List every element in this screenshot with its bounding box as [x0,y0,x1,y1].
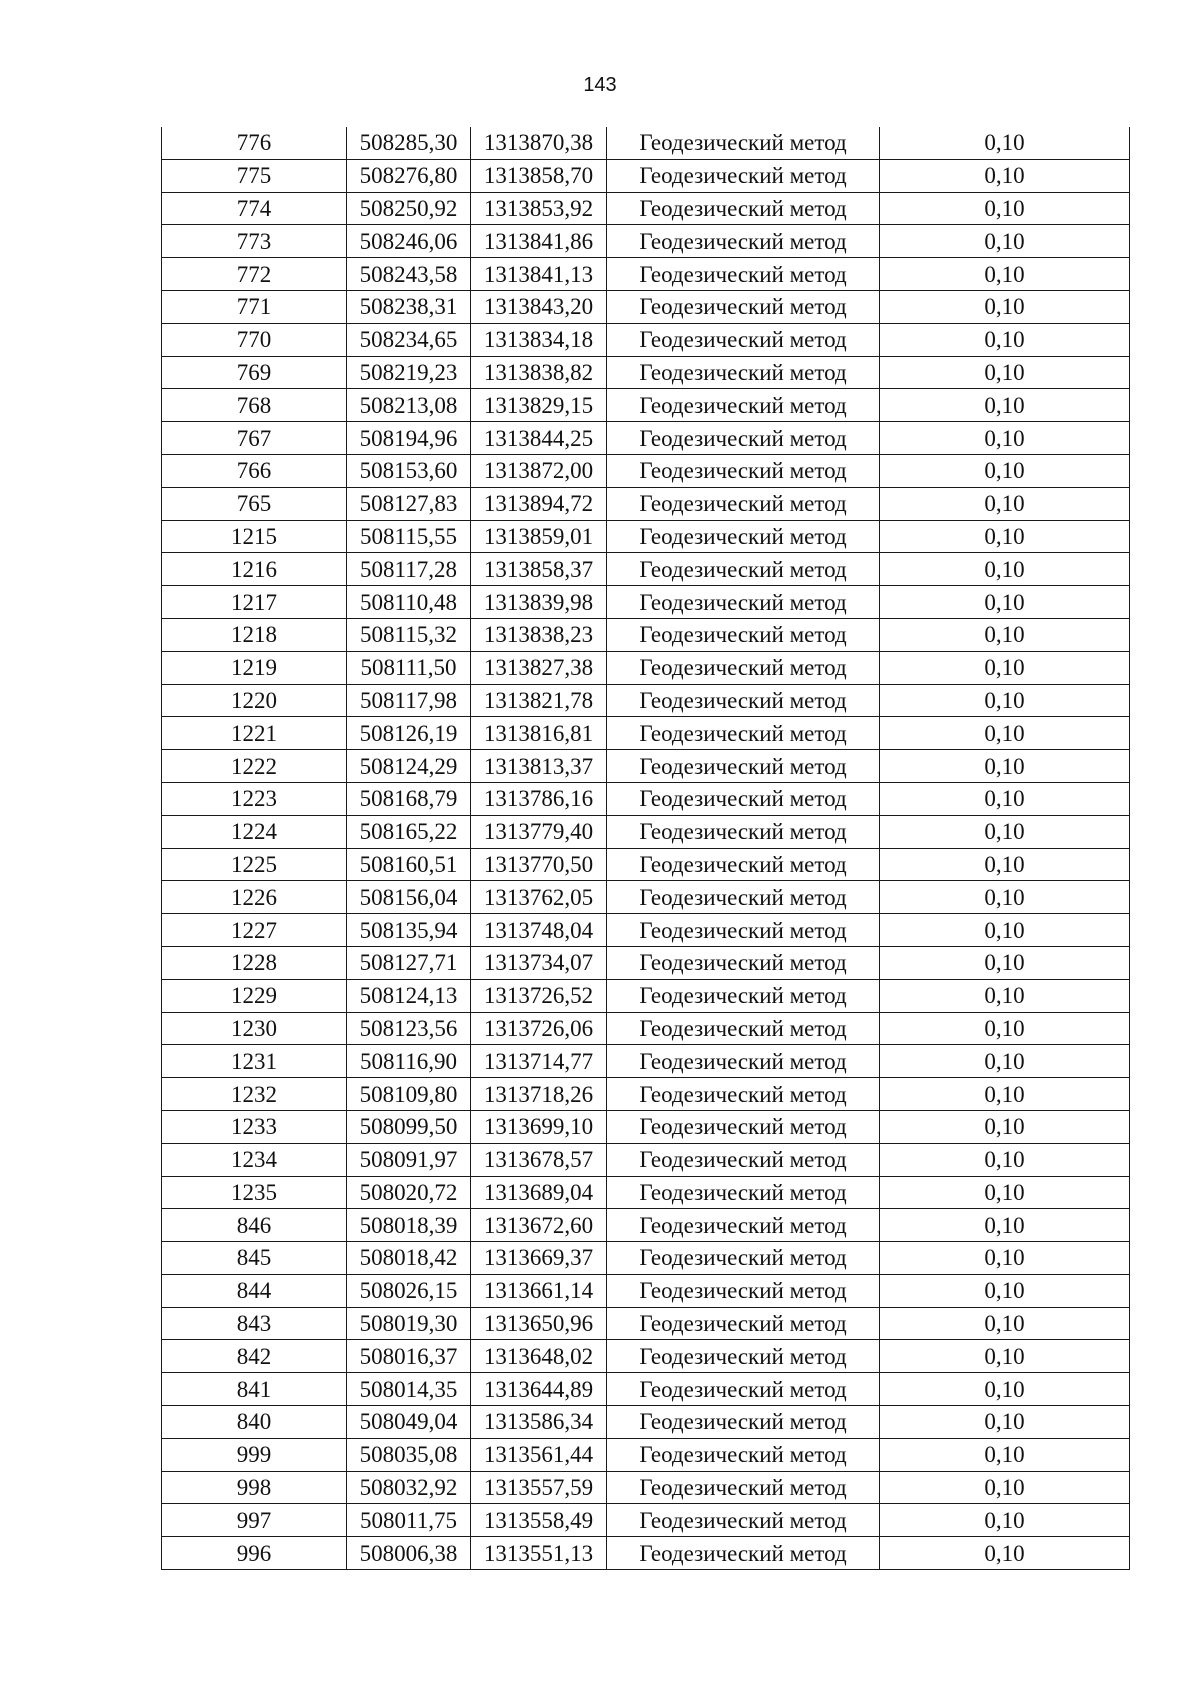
table-row [162,618,1130,651]
method-cell: Геодезический метод [607,1406,880,1439]
accuracy-cell: 0,10 [880,356,1130,389]
table-row [162,1209,1130,1242]
y-coordinate-cell: 1313699,10 [471,1110,607,1143]
point-number-cell: 842 [162,1340,347,1373]
method-cell: Геодезический метод [607,356,880,389]
y-coordinate-cell: 1313718,26 [471,1078,607,1111]
x-coordinate-cell: 508032,92 [347,1471,471,1504]
accuracy-cell: 0,10 [880,487,1130,520]
point-number-cell: 997 [162,1504,347,1537]
table-row [162,1110,1130,1143]
y-coordinate-cell: 1313827,38 [471,651,607,684]
y-coordinate-cell: 1313770,50 [471,848,607,881]
x-coordinate-cell: 508123,56 [347,1012,471,1045]
accuracy-cell: 0,10 [880,1471,1130,1504]
y-coordinate-cell: 1313726,52 [471,979,607,1012]
table-row [162,651,1130,684]
x-coordinate-cell: 508091,97 [347,1143,471,1176]
point-number-cell: 769 [162,356,347,389]
x-coordinate-cell: 508124,29 [347,750,471,783]
y-coordinate-cell: 1313821,78 [471,684,607,717]
method-cell: Геодезический метод [607,848,880,881]
method-cell: Геодезический метод [607,782,880,815]
point-number-cell: 773 [162,225,347,258]
accuracy-cell: 0,10 [880,159,1130,192]
point-number-cell: 845 [162,1242,347,1275]
point-number-cell: 1218 [162,618,347,651]
table-row [162,553,1130,586]
x-coordinate-cell: 508124,13 [347,979,471,1012]
method-cell: Геодезический метод [607,323,880,356]
point-number-cell: 1215 [162,520,347,553]
accuracy-cell: 0,10 [880,1406,1130,1439]
accuracy-cell: 0,10 [880,684,1130,717]
x-coordinate-cell: 508246,06 [347,225,471,258]
table-row [162,127,1130,159]
table-row [162,1143,1130,1176]
point-number-cell: 844 [162,1274,347,1307]
point-number-cell: 1230 [162,1012,347,1045]
x-coordinate-cell: 508117,28 [347,553,471,586]
method-cell: Геодезический метод [607,553,880,586]
y-coordinate-cell: 1313841,13 [471,258,607,291]
table-row [162,192,1130,225]
point-number-cell: 996 [162,1537,347,1570]
y-coordinate-cell: 1313858,37 [471,553,607,586]
accuracy-cell: 0,10 [880,1110,1130,1143]
y-coordinate-cell: 1313561,44 [471,1438,607,1471]
table-row [162,684,1130,717]
x-coordinate-cell: 508165,22 [347,815,471,848]
y-coordinate-cell: 1313843,20 [471,290,607,323]
y-coordinate-cell: 1313714,77 [471,1045,607,1078]
y-coordinate-cell: 1313829,15 [471,389,607,422]
x-coordinate-cell: 508285,30 [347,127,471,159]
accuracy-cell: 0,10 [880,1176,1130,1209]
accuracy-cell: 0,10 [880,651,1130,684]
x-coordinate-cell: 508035,08 [347,1438,471,1471]
point-number-cell: 1225 [162,848,347,881]
point-number-cell: 765 [162,487,347,520]
x-coordinate-cell: 508026,15 [347,1274,471,1307]
x-coordinate-cell: 508135,94 [347,914,471,947]
table-row [162,1242,1130,1275]
method-cell: Геодезический метод [607,192,880,225]
y-coordinate-cell: 1313834,18 [471,323,607,356]
y-coordinate-cell: 1313748,04 [471,914,607,947]
x-coordinate-cell: 508276,80 [347,159,471,192]
method-cell: Геодезический метод [607,1110,880,1143]
x-coordinate-cell: 508238,31 [347,290,471,323]
point-number-cell: 1219 [162,651,347,684]
x-coordinate-cell: 508018,42 [347,1242,471,1275]
table-row [162,1438,1130,1471]
accuracy-cell: 0,10 [880,520,1130,553]
point-number-cell: 840 [162,1406,347,1439]
accuracy-cell: 0,10 [880,1045,1130,1078]
table-row [162,422,1130,455]
x-coordinate-cell: 508049,04 [347,1406,471,1439]
accuracy-cell: 0,10 [880,1340,1130,1373]
accuracy-cell: 0,10 [880,946,1130,979]
accuracy-cell: 0,10 [880,979,1130,1012]
method-cell: Геодезический метод [607,618,880,651]
y-coordinate-cell: 1313672,60 [471,1209,607,1242]
y-coordinate-cell: 1313841,86 [471,225,607,258]
y-coordinate-cell: 1313644,89 [471,1373,607,1406]
coordinates-table [161,127,1130,1570]
point-number-cell: 772 [162,258,347,291]
x-coordinate-cell: 508116,90 [347,1045,471,1078]
x-coordinate-cell: 508234,65 [347,323,471,356]
table-row [162,290,1130,323]
y-coordinate-cell: 1313586,34 [471,1406,607,1439]
x-coordinate-cell: 508127,71 [347,946,471,979]
point-number-cell: 1226 [162,881,347,914]
point-number-cell: 1227 [162,914,347,947]
accuracy-cell: 0,10 [880,1307,1130,1340]
y-coordinate-cell: 1313669,37 [471,1242,607,1275]
table-row [162,881,1130,914]
method-cell: Геодезический метод [607,914,880,947]
accuracy-cell: 0,10 [880,815,1130,848]
method-cell: Геодезический метод [607,750,880,783]
x-coordinate-cell: 508243,58 [347,258,471,291]
method-cell: Геодезический метод [607,127,880,159]
accuracy-cell: 0,10 [880,848,1130,881]
point-number-cell: 1232 [162,1078,347,1111]
table-row [162,750,1130,783]
table-row [162,1373,1130,1406]
method-cell: Геодезический метод [607,1242,880,1275]
x-coordinate-cell: 508153,60 [347,454,471,487]
table-row [162,717,1130,750]
y-coordinate-cell: 1313557,59 [471,1471,607,1504]
point-number-cell: 1234 [162,1143,347,1176]
y-coordinate-cell: 1313726,06 [471,1012,607,1045]
point-number-cell: 770 [162,323,347,356]
accuracy-cell: 0,10 [880,1242,1130,1275]
method-cell: Геодезический метод [607,979,880,1012]
accuracy-cell: 0,10 [880,1438,1130,1471]
x-coordinate-cell: 508016,37 [347,1340,471,1373]
point-number-cell: 1222 [162,750,347,783]
y-coordinate-cell: 1313853,92 [471,192,607,225]
table-row [162,225,1130,258]
accuracy-cell: 0,10 [880,586,1130,619]
accuracy-cell: 0,10 [880,1274,1130,1307]
method-cell: Геодезический метод [607,1209,880,1242]
table-row [162,1012,1130,1045]
method-cell: Геодезический метод [607,454,880,487]
table-row [162,1176,1130,1209]
method-cell: Геодезический метод [607,1438,880,1471]
table-row [162,520,1130,553]
x-coordinate-cell: 508020,72 [347,1176,471,1209]
method-cell: Геодезический метод [607,1504,880,1537]
y-coordinate-cell: 1313734,07 [471,946,607,979]
accuracy-cell: 0,10 [880,881,1130,914]
x-coordinate-cell: 508099,50 [347,1110,471,1143]
point-number-cell: 766 [162,454,347,487]
method-cell: Геодезический метод [607,1537,880,1570]
method-cell: Геодезический метод [607,1176,880,1209]
table-row [162,848,1130,881]
accuracy-cell: 0,10 [880,127,1130,159]
y-coordinate-cell: 1313859,01 [471,520,607,553]
table-row [162,1340,1130,1373]
method-cell: Геодезический метод [607,389,880,422]
x-coordinate-cell: 508014,35 [347,1373,471,1406]
table-row [162,356,1130,389]
accuracy-cell: 0,10 [880,1143,1130,1176]
method-cell: Геодезический метод [607,1471,880,1504]
accuracy-cell: 0,10 [880,1537,1130,1570]
table-row [162,1504,1130,1537]
point-number-cell: 767 [162,422,347,455]
point-number-cell: 776 [162,127,347,159]
method-cell: Геодезический метод [607,159,880,192]
accuracy-cell: 0,10 [880,1504,1130,1537]
accuracy-cell: 0,10 [880,1373,1130,1406]
method-cell: Геодезический метод [607,815,880,848]
point-number-cell: 768 [162,389,347,422]
y-coordinate-cell: 1313839,98 [471,586,607,619]
x-coordinate-cell: 508110,48 [347,586,471,619]
point-number-cell: 843 [162,1307,347,1340]
page-number: 143 [583,74,617,96]
table-row [162,1406,1130,1439]
method-cell: Геодезический метод [607,717,880,750]
y-coordinate-cell: 1313661,14 [471,1274,607,1307]
accuracy-cell: 0,10 [880,454,1130,487]
x-coordinate-cell: 508156,04 [347,881,471,914]
point-number-cell: 1221 [162,717,347,750]
point-number-cell: 1220 [162,684,347,717]
accuracy-cell: 0,10 [880,258,1130,291]
accuracy-cell: 0,10 [880,290,1130,323]
y-coordinate-cell: 1313872,00 [471,454,607,487]
point-number-cell: 1228 [162,946,347,979]
x-coordinate-cell: 508117,98 [347,684,471,717]
y-coordinate-cell: 1313678,57 [471,1143,607,1176]
x-coordinate-cell: 508006,38 [347,1537,471,1570]
accuracy-cell: 0,10 [880,914,1130,947]
point-number-cell: 841 [162,1373,347,1406]
point-number-cell: 1235 [162,1176,347,1209]
method-cell: Геодезический метод [607,1340,880,1373]
y-coordinate-cell: 1313838,82 [471,356,607,389]
method-cell: Геодезический метод [607,520,880,553]
table-row [162,1307,1130,1340]
accuracy-cell: 0,10 [880,750,1130,783]
point-number-cell: 999 [162,1438,347,1471]
table-row [162,487,1130,520]
point-number-cell: 1216 [162,553,347,586]
method-cell: Геодезический метод [607,422,880,455]
y-coordinate-cell: 1313779,40 [471,815,607,848]
method-cell: Геодезический метод [607,487,880,520]
method-cell: Геодезический метод [607,290,880,323]
y-coordinate-cell: 1313648,02 [471,1340,607,1373]
method-cell: Геодезический метод [607,1307,880,1340]
point-number-cell: 1233 [162,1110,347,1143]
table-row [162,586,1130,619]
accuracy-cell: 0,10 [880,553,1130,586]
accuracy-cell: 0,10 [880,782,1130,815]
accuracy-cell: 0,10 [880,422,1130,455]
point-number-cell: 846 [162,1209,347,1242]
point-number-cell: 1223 [162,782,347,815]
method-cell: Геодезический метод [607,946,880,979]
table-row [162,454,1130,487]
y-coordinate-cell: 1313816,81 [471,717,607,750]
table-row [162,1274,1130,1307]
x-coordinate-cell: 508168,79 [347,782,471,815]
table-row [162,1471,1130,1504]
method-cell: Геодезический метод [607,586,880,619]
point-number-cell: 1229 [162,979,347,1012]
table-row [162,979,1130,1012]
y-coordinate-cell: 1313786,16 [471,782,607,815]
x-coordinate-cell: 508219,23 [347,356,471,389]
point-number-cell: 1231 [162,1045,347,1078]
method-cell: Геодезический метод [607,1045,880,1078]
method-cell: Геодезический метод [607,1274,880,1307]
coordinates-table-body [162,127,1130,1570]
method-cell: Геодезический метод [607,1078,880,1111]
y-coordinate-cell: 1313813,37 [471,750,607,783]
accuracy-cell: 0,10 [880,1078,1130,1111]
accuracy-cell: 0,10 [880,225,1130,258]
x-coordinate-cell: 508111,50 [347,651,471,684]
x-coordinate-cell: 508213,08 [347,389,471,422]
point-number-cell: 1224 [162,815,347,848]
method-cell: Геодезический метод [607,684,880,717]
table-row [162,323,1130,356]
point-number-cell: 774 [162,192,347,225]
y-coordinate-cell: 1313870,38 [471,127,607,159]
method-cell: Геодезический метод [607,1373,880,1406]
method-cell: Геодезический метод [607,1012,880,1045]
y-coordinate-cell: 1313844,25 [471,422,607,455]
x-coordinate-cell: 508250,92 [347,192,471,225]
x-coordinate-cell: 508127,83 [347,487,471,520]
x-coordinate-cell: 508018,39 [347,1209,471,1242]
table-row [162,389,1130,422]
method-cell: Геодезический метод [607,651,880,684]
x-coordinate-cell: 508011,75 [347,1504,471,1537]
method-cell: Геодезический метод [607,225,880,258]
table-row [162,159,1130,192]
x-coordinate-cell: 508115,32 [347,618,471,651]
point-number-cell: 1217 [162,586,347,619]
method-cell: Геодезический метод [607,881,880,914]
y-coordinate-cell: 1313551,13 [471,1537,607,1570]
method-cell: Геодезический метод [607,258,880,291]
table-row [162,815,1130,848]
y-coordinate-cell: 1313858,70 [471,159,607,192]
table-row [162,1045,1130,1078]
x-coordinate-cell: 508126,19 [347,717,471,750]
accuracy-cell: 0,10 [880,1012,1130,1045]
table-row [162,1537,1130,1570]
y-coordinate-cell: 1313558,49 [471,1504,607,1537]
x-coordinate-cell: 508115,55 [347,520,471,553]
point-number-cell: 998 [162,1471,347,1504]
accuracy-cell: 0,10 [880,717,1130,750]
y-coordinate-cell: 1313838,23 [471,618,607,651]
y-coordinate-cell: 1313762,05 [471,881,607,914]
x-coordinate-cell: 508194,96 [347,422,471,455]
y-coordinate-cell: 1313689,04 [471,1176,607,1209]
x-coordinate-cell: 508109,80 [347,1078,471,1111]
accuracy-cell: 0,10 [880,618,1130,651]
x-coordinate-cell: 508019,30 [347,1307,471,1340]
table-row [162,1078,1130,1111]
table-row [162,782,1130,815]
table-row [162,914,1130,947]
accuracy-cell: 0,10 [880,1209,1130,1242]
y-coordinate-cell: 1313650,96 [471,1307,607,1340]
method-cell: Геодезический метод [607,1143,880,1176]
y-coordinate-cell: 1313894,72 [471,487,607,520]
point-number-cell: 775 [162,159,347,192]
accuracy-cell: 0,10 [880,323,1130,356]
point-number-cell: 771 [162,290,347,323]
accuracy-cell: 0,10 [880,389,1130,422]
table-row [162,946,1130,979]
x-coordinate-cell: 508160,51 [347,848,471,881]
table-row [162,258,1130,291]
accuracy-cell: 0,10 [880,192,1130,225]
